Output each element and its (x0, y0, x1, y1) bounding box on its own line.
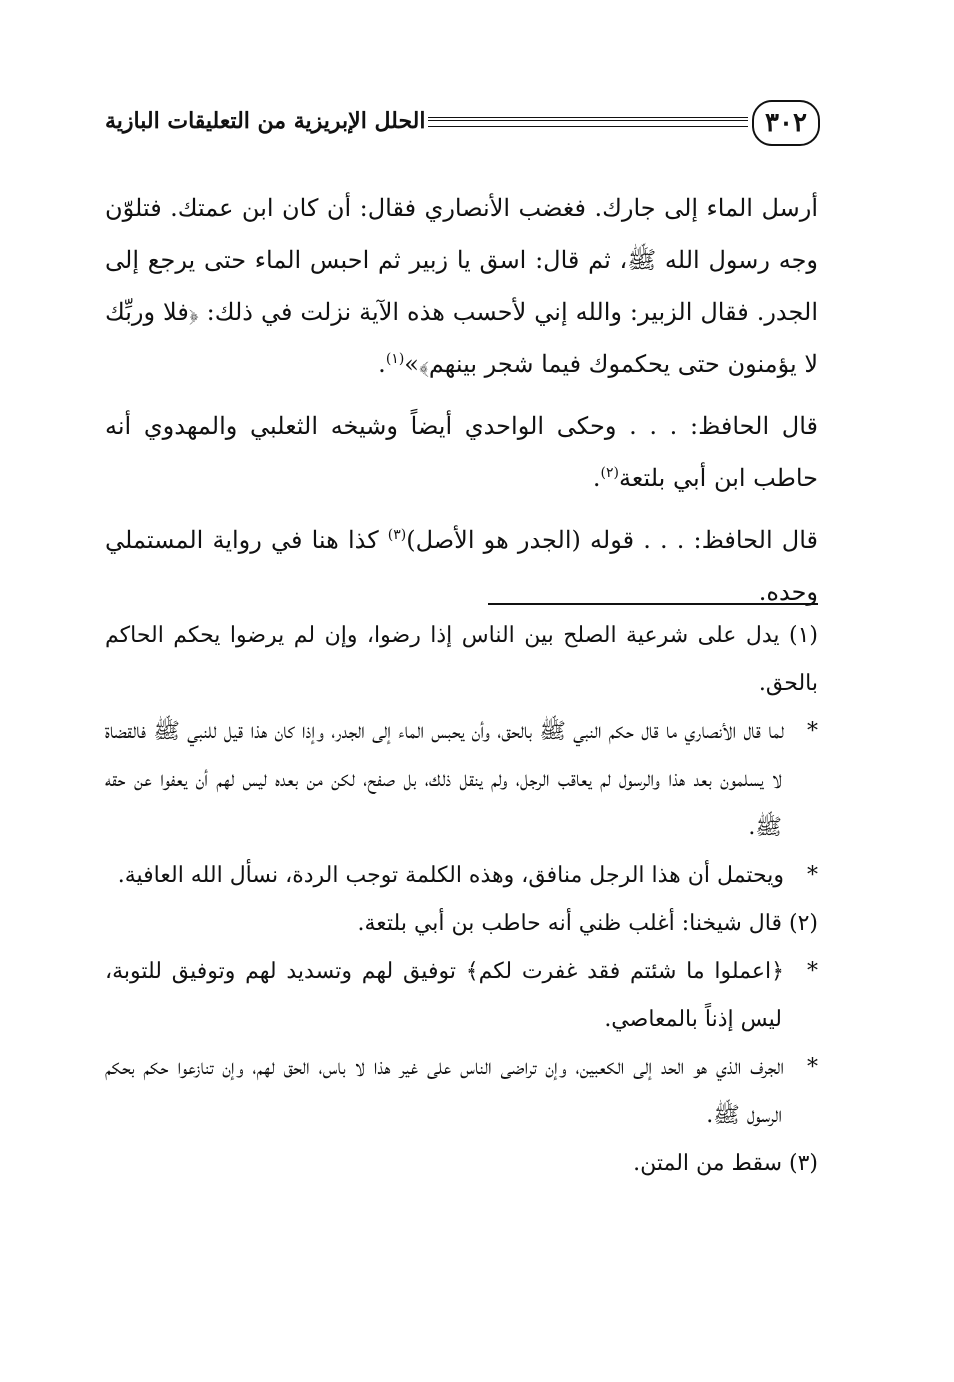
paragraph-tail: كذا هنا في رواية المستملي وحده. (105, 526, 818, 606)
asterisk-mark: * (807, 1055, 818, 1080)
page-number-badge: ٣٠٢ (752, 100, 820, 146)
footnote-ref: (٣) (387, 527, 407, 543)
main-text (105, 182, 818, 628)
footnote-ref: (٢) (600, 465, 620, 481)
footnote-divider (488, 603, 818, 605)
comment-text: ويحتمل أن هذا الرجل منافق، وهذه الكلمة توجب الردة، نسأل الله العافية. (117, 863, 784, 888)
footnote-item: (٢) قال شيخنا: أغلب ظني أنه حاطب بن أبي بلتعة. (357, 911, 818, 936)
footnote-item: (١) يدل على شرعية الصلح بين الناس إذا رضوا، وإن لم يرضوا يحكم الحاكم بالحق. (105, 623, 818, 696)
paragraph-tail: . (592, 464, 601, 492)
page-header (105, 100, 820, 152)
comment-text: الجرف الذي هو الحد إلى الكعبين، وإن تراضى الناس على غير هذا لا باس، الحق لهم، وإن تنازعوا حكم بحكم الرسول ﷺ. (105, 1055, 784, 1128)
footnote-comment (105, 852, 818, 900)
paragraph-text: قال الحافظ: . . . قوله (الجدر هو الأصل) (406, 526, 819, 554)
header-rule (428, 117, 748, 127)
paragraph (105, 182, 818, 390)
paragraph (105, 400, 818, 504)
footnote-item: (٣) سقط من المتن. (633, 1151, 818, 1176)
footnotes (105, 612, 818, 1188)
comment-text: ﴿اعملوا ما شئتم فقد غفرت لكم﴾ توفيق لهم وتسديد لهم وتوفيق للتوبة، ليس إذناً بالمعاصي. (105, 959, 784, 1032)
running-title: الحلل الإبريزية من التعليقات البازية (105, 108, 426, 134)
asterisk-mark: * (807, 863, 818, 888)
footnote-comment (105, 948, 818, 1044)
paragraph-text: قال الحافظ: . . . وحكى الواحدي أيضاً وشيخه الثعلبي والمهدوي أنه حاطب ابن أبي بلتعة (105, 412, 818, 492)
paragraph-tail: . (378, 350, 386, 378)
asterisk-mark: * (807, 959, 818, 984)
footnote-ref: (١) (385, 351, 405, 367)
asterisk-mark: * (807, 719, 818, 744)
footnote-comment (105, 1044, 818, 1140)
footnote-comment (105, 708, 818, 852)
paragraph-text: أرسل الماء إلى جارك. فغضب الأنصاري فقال: أن كان ابن عمتك. فتلوّن وجه رسول الله ﷺ، ثم قال: اسق يا زبير ثم احبس الماء حتى يرجع إلى الجدر. فقال الزبير: والله إني لأحسب هذه الآية نزلت في ذلك: ﴿فلا وربِّك لا يؤمنون حتى يحكموك فيما شجر بينهم﴾» (105, 194, 818, 378)
comment-text: لما قال الأنصاري ما قال حكم النبي ﷺ بالحق، وأن يحبس الماء إلى الجدر، وإذا كان هذا قيل للنبي ﷺ فالقضاة لا يسلمون بعد هذا والرسول لم يعاقب الرجل، ولم ينقل ذلك، بل صفح، لكن من بعده ليس لهم أن يعفوا عن حقه ﷺ. (105, 719, 784, 840)
